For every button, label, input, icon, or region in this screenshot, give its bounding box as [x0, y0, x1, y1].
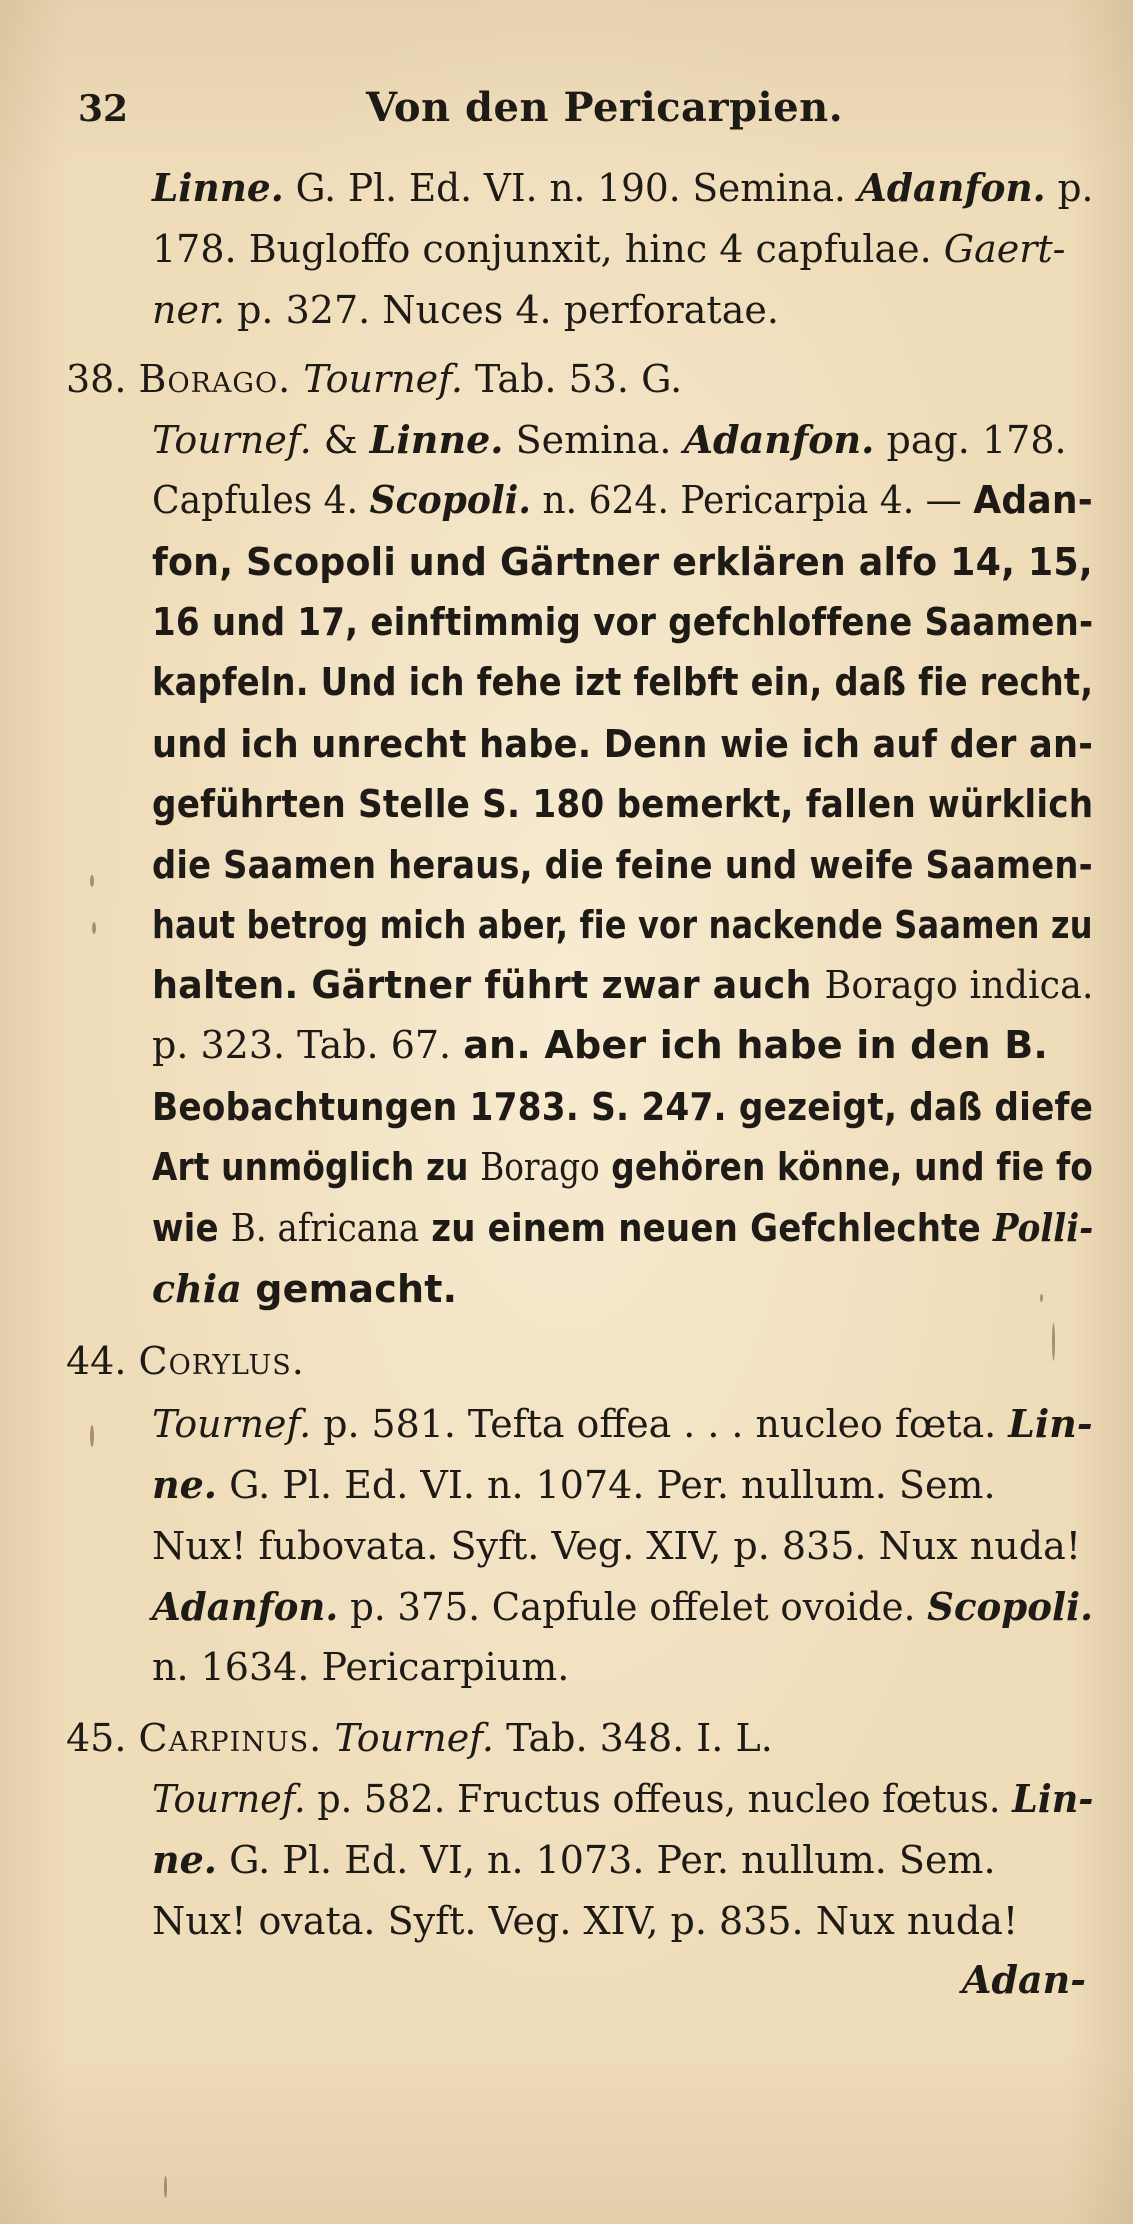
- text-line: [66, 1331, 305, 1391]
- text-segment: p. 582. Fructus offeus, nucleo fœtus.: [305, 1777, 1013, 1821]
- text-line: [152, 835, 1093, 895]
- text-line: [152, 280, 779, 340]
- text-segment: Corylus.: [138, 1339, 305, 1383]
- text-segment: gehören könne, und fie fo: [599, 1145, 1094, 1189]
- text-segment: Polli-: [992, 1205, 1094, 1250]
- text-segment: n. 624. Pericarpia 4. —: [530, 478, 974, 522]
- text-segment: Beobachtungen 1783. S. 247. gezeigt, daß diefe: [152, 1085, 1094, 1129]
- text-line: [152, 1830, 996, 1890]
- text-segment: Tab. 53. G.: [462, 357, 683, 401]
- paper-speck: [90, 875, 94, 887]
- text-line: [152, 1769, 1093, 1829]
- text-segment: Gaert-: [943, 227, 1066, 271]
- text-line: [152, 652, 1093, 712]
- text-segment: Semina.: [503, 418, 684, 462]
- text-line: [152, 410, 1067, 470]
- text-line: [152, 955, 1093, 1015]
- text-segment: Borago.: [138, 357, 292, 401]
- text-segment: Scopoli.: [369, 477, 531, 522]
- text-segment: Lin-: [1008, 1401, 1093, 1446]
- text-line: [152, 470, 1093, 530]
- text-segment: ne.: [152, 1462, 218, 1507]
- text-line: [152, 1637, 569, 1697]
- text-segment: Nux! fubovata. Syft. Veg. XIV, p. 835. Nux nuda!: [152, 1524, 1081, 1568]
- text-line: [152, 1891, 1018, 1951]
- paper-speck: [92, 922, 96, 934]
- text-segment: n. 1634. Pericarpium.: [152, 1645, 570, 1689]
- text-segment: chia: [152, 1266, 242, 1311]
- text-line: [152, 1259, 457, 1319]
- text-segment: Nux! ovata. Syft. Veg. XIV, p. 835. Nux nuda!: [152, 1899, 1019, 1943]
- text-segment: Linne.: [369, 417, 504, 462]
- page-header: [78, 84, 978, 144]
- text-segment: B. africana: [230, 1206, 420, 1250]
- text-segment: Lin-: [1012, 1776, 1094, 1821]
- page-number: 32: [78, 88, 129, 130]
- text-segment: 178. Bugloffo conjunxit, hinc 4 capfulae.: [152, 227, 944, 271]
- text-segment: p.: [1045, 166, 1094, 210]
- text-segment: G. Pl. Ed. VI. n. 190. Semina.: [283, 166, 858, 210]
- running-head: Von den Pericarpien.: [366, 84, 844, 131]
- text-segment: Adanfon.: [857, 165, 1046, 210]
- text-line: [152, 158, 1093, 218]
- text-segment: 44.: [66, 1339, 139, 1383]
- text-line: [152, 1577, 1093, 1637]
- text-line: [152, 1198, 1093, 1258]
- text-segment: [291, 357, 303, 401]
- text-line: [66, 349, 682, 409]
- text-segment: Adanfon.: [683, 417, 875, 462]
- text-line: [152, 774, 1093, 834]
- text-line: [152, 1455, 996, 1515]
- text-segment: haut betrog mich aber, fie vor nackende Saamen zu: [152, 903, 1093, 947]
- text-segment: pag. 178.: [874, 418, 1067, 462]
- text-segment: die Saamen heraus, die feine und weife Saamen-: [152, 843, 1093, 887]
- catchword: Adan-: [962, 1957, 1087, 2002]
- text-segment: Tournef.: [152, 1402, 312, 1446]
- text-segment: wie: [152, 1206, 231, 1250]
- text-segment: ne.: [152, 1837, 218, 1882]
- text-segment: Tab. 348. I. L.: [493, 1716, 773, 1760]
- text-segment: &: [311, 418, 370, 462]
- text-segment: Scopoli.: [927, 1584, 1094, 1629]
- text-segment: Art unmöglich zu: [152, 1145, 481, 1189]
- text-line: [152, 219, 1066, 279]
- text-segment: 45.: [66, 1716, 139, 1760]
- text-segment: Borago indica.: [824, 963, 1094, 1007]
- text-segment: Carpinus.: [138, 1716, 323, 1760]
- text-segment: Tournef.: [303, 357, 463, 401]
- text-segment: p. 581. Tefta offea . . . nucleo fœta.: [311, 1402, 1009, 1446]
- paper-speck: [164, 2176, 167, 2198]
- text-line: [152, 1394, 1093, 1454]
- text-line: [152, 1137, 1093, 1197]
- text-segment: Adan-: [973, 478, 1093, 522]
- text-line: [152, 1015, 1048, 1075]
- text-segment: gemacht.: [241, 1267, 458, 1311]
- text-line: [152, 1077, 1093, 1137]
- text-segment: [322, 1716, 334, 1760]
- paper-speck: [1052, 1323, 1055, 1361]
- text-segment: Adanfon.: [152, 1584, 339, 1629]
- text-segment: p. 375. Capfule offelet ovoide.: [338, 1585, 928, 1629]
- text-segment: fon, Scopoli und Gärtner erklären alfo 14, 15,: [152, 540, 1093, 584]
- text-segment: zu einem neuen Gefchlechte: [419, 1206, 993, 1250]
- text-segment: Tournef.: [152, 1777, 306, 1821]
- text-segment: p. 327. Nuces 4. perforatae.: [225, 288, 779, 332]
- text-segment: kapfeln. Und ich fehe izt felbft ein, daß fie recht,: [152, 660, 1094, 704]
- text-segment: Linne.: [152, 165, 284, 210]
- text-line: [152, 895, 1093, 955]
- text-line: [152, 714, 1093, 774]
- text-segment: halten. Gärtner führt zwar auch: [152, 963, 825, 1007]
- text-segment: Tournef.: [334, 1716, 494, 1760]
- text-line: [152, 1516, 1081, 1576]
- text-segment: Tournef.: [152, 418, 312, 462]
- text-segment: 38.: [66, 357, 139, 401]
- text-segment: G. Pl. Ed. VI. n. 1074. Per. nullum. Sem.: [217, 1463, 996, 1507]
- text-line: [152, 532, 1093, 592]
- text-segment: G. Pl. Ed. VI, n. 1073. Per. nullum. Sem.: [217, 1838, 996, 1882]
- text-segment: an. Aber ich habe in den B.: [463, 1023, 1049, 1067]
- text-line: [152, 592, 1093, 652]
- text-segment: p. 323. Tab. 67.: [152, 1023, 464, 1067]
- text-segment: 16 und 17, einftimmig vor gefchloffene Saamen-: [152, 600, 1094, 644]
- text-segment: und ich unrecht habe. Denn wie ich auf der an-: [152, 722, 1094, 766]
- text-segment: ner.: [152, 288, 226, 332]
- paper-speck: [90, 1425, 94, 1447]
- text-segment: geführten Stelle S. 180 bemerkt, fallen würklich: [152, 782, 1094, 826]
- text-segment: Borago: [480, 1145, 600, 1189]
- paper-speck: [1040, 1294, 1043, 1302]
- text-line: [66, 1708, 773, 1768]
- text-segment: Capfules 4.: [152, 478, 370, 522]
